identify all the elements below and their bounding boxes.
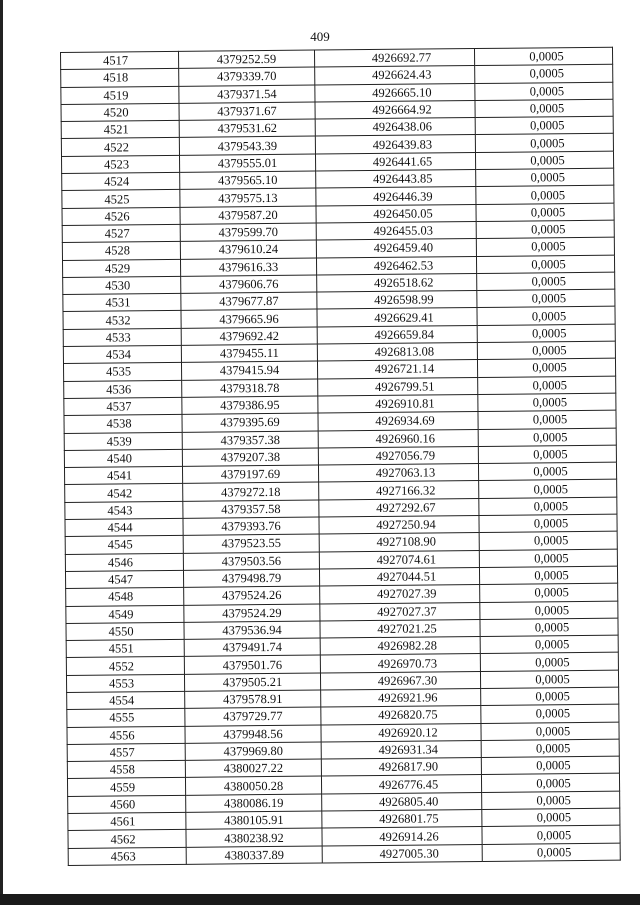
accuracy-value-cell: 0,0005 (475, 116, 613, 135)
accuracy-value-cell: 0,0005 (476, 203, 614, 222)
y-coordinate-cell: 4926801.75 (322, 810, 482, 829)
y-coordinate-cell: 4926629.41 (317, 308, 477, 327)
y-coordinate-cell: 4926441.65 (315, 152, 475, 171)
accuracy-value-cell: 0,0005 (482, 808, 620, 827)
point-number-cell: 4525 (62, 190, 180, 208)
accuracy-value-cell: 0,0005 (478, 462, 616, 481)
x-coordinate-cell: 4379505.21 (184, 673, 320, 692)
accuracy-value-cell: 0,0005 (481, 774, 619, 793)
y-coordinate-cell: 4926721.14 (317, 360, 477, 379)
accuracy-value-cell: 0,0005 (480, 601, 618, 620)
y-coordinate-cell: 4926920.12 (321, 723, 481, 742)
accuracy-value-cell: 0,0005 (479, 549, 617, 568)
y-coordinate-cell: 4927063.13 (318, 464, 478, 483)
point-number-cell: 4560 (68, 795, 186, 813)
point-number-cell: 4539 (64, 432, 182, 450)
point-number-cell: 4552 (66, 657, 184, 675)
point-number-cell: 4527 (62, 224, 180, 242)
y-coordinate-cell: 4927044.51 (319, 567, 479, 586)
y-coordinate-cell: 4926921.96 (321, 688, 481, 707)
accuracy-value-cell: 0,0005 (480, 653, 618, 672)
x-coordinate-cell: 4379565.10 (180, 171, 316, 190)
y-coordinate-cell: 4926665.10 (315, 83, 475, 102)
point-number-cell: 4556 (67, 726, 185, 744)
point-number-cell: 4555 (67, 709, 185, 727)
y-coordinate-cell: 4926799.51 (318, 377, 478, 396)
x-coordinate-cell: 4379393.76 (183, 517, 319, 536)
x-coordinate-cell: 4379677.87 (181, 292, 317, 311)
accuracy-value-cell: 0,0005 (480, 670, 618, 689)
accuracy-value-cell: 0,0005 (476, 255, 614, 274)
point-number-cell: 4557 (67, 743, 185, 761)
y-coordinate-cell: 4926692.77 (314, 49, 474, 68)
x-coordinate-cell: 4379543.39 (179, 137, 315, 156)
y-coordinate-cell: 4926960.16 (318, 429, 478, 448)
point-number-cell: 4523 (62, 155, 180, 173)
x-coordinate-cell: 4379371.54 (179, 85, 315, 104)
point-number-cell: 4541 (64, 466, 182, 484)
point-number-cell: 4532 (63, 311, 181, 329)
x-coordinate-cell: 4379318.78 (182, 379, 318, 398)
y-coordinate-cell: 4926446.39 (316, 187, 476, 206)
y-coordinate-cell: 4926455.03 (316, 221, 476, 240)
x-coordinate-cell: 4379523.55 (183, 534, 319, 553)
y-coordinate-cell: 4927027.39 (320, 585, 480, 604)
x-coordinate-cell: 4379665.96 (181, 309, 317, 328)
accuracy-value-cell: 0,0005 (481, 739, 619, 758)
y-coordinate-cell: 4926462.53 (316, 256, 476, 275)
accuracy-value-cell: 0,0005 (480, 583, 618, 602)
x-coordinate-cell: 4379339.70 (179, 67, 315, 86)
x-coordinate-cell: 4379555.01 (179, 154, 315, 173)
point-number-cell: 4562 (68, 830, 186, 848)
x-coordinate-cell: 4379536.94 (184, 621, 320, 640)
accuracy-value-cell: 0,0005 (477, 324, 615, 343)
x-coordinate-cell: 4379371.67 (179, 102, 315, 121)
x-coordinate-cell: 4379692.42 (181, 327, 317, 346)
x-coordinate-cell: 4380086.19 (186, 794, 322, 813)
x-coordinate-cell: 4379948.56 (185, 725, 321, 744)
x-coordinate-cell: 4380105.91 (186, 811, 322, 830)
y-coordinate-cell: 4926817.90 (321, 758, 481, 777)
x-coordinate-cell: 4379415.94 (181, 361, 317, 380)
accuracy-value-cell: 0,0005 (477, 341, 615, 360)
accuracy-value-cell: 0,0005 (477, 359, 615, 378)
accuracy-value-cell: 0,0005 (481, 687, 619, 706)
accuracy-value-cell: 0,0005 (474, 47, 612, 66)
y-coordinate-cell: 4926982.28 (320, 637, 480, 656)
point-number-cell: 4551 (66, 639, 184, 657)
x-coordinate-cell: 4379524.29 (184, 604, 320, 623)
y-coordinate-cell: 4926624.43 (315, 66, 475, 85)
y-coordinate-cell: 4926820.75 (321, 706, 481, 725)
accuracy-value-cell: 0,0005 (475, 151, 613, 170)
accuracy-value-cell: 0,0005 (475, 82, 613, 101)
y-coordinate-cell: 4926438.06 (315, 118, 475, 137)
point-number-cell: 4538 (64, 415, 182, 433)
accuracy-value-cell: 0,0005 (477, 289, 615, 308)
x-coordinate-cell: 4379531.62 (179, 119, 315, 138)
y-coordinate-cell: 4926459.40 (316, 239, 476, 258)
point-number-cell: 4558 (67, 761, 185, 779)
accuracy-value-cell: 0,0005 (476, 220, 614, 239)
point-number-cell: 4548 (66, 588, 184, 606)
scan-left-edge (0, 0, 3, 905)
x-coordinate-cell: 4380337.89 (186, 846, 322, 865)
y-coordinate-cell: 4926439.83 (315, 135, 475, 154)
y-coordinate-cell: 4926970.73 (320, 654, 480, 673)
y-coordinate-cell: 4926910.81 (318, 394, 478, 413)
accuracy-value-cell: 0,0005 (481, 722, 619, 741)
y-coordinate-cell: 4927166.32 (319, 481, 479, 500)
accuracy-value-cell: 0,0005 (482, 843, 620, 862)
point-number-cell: 4563 (68, 847, 186, 865)
point-number-cell: 4536 (64, 380, 182, 398)
accuracy-value-cell: 0,0005 (479, 514, 617, 533)
accuracy-value-cell: 0,0005 (482, 826, 620, 845)
y-coordinate-cell: 4926598.99 (317, 291, 477, 310)
x-coordinate-cell: 4379501.76 (184, 655, 320, 674)
point-number-cell: 4554 (67, 691, 185, 709)
point-number-cell: 4528 (62, 242, 180, 260)
point-number-cell: 4540 (64, 449, 182, 467)
y-coordinate-cell: 4926664.92 (315, 100, 475, 119)
point-number-cell: 4530 (63, 276, 181, 294)
point-number-cell: 4534 (63, 345, 181, 363)
accuracy-value-cell: 0,0005 (479, 480, 617, 499)
accuracy-value-cell: 0,0005 (480, 635, 618, 654)
scan-bottom-edge (0, 894, 640, 905)
x-coordinate-cell: 4379610.24 (180, 240, 316, 259)
x-coordinate-cell: 4379498.79 (183, 569, 319, 588)
x-coordinate-cell: 4379524.26 (184, 586, 320, 605)
x-coordinate-cell: 4379395.69 (182, 413, 318, 432)
y-coordinate-cell: 4927250.94 (319, 516, 479, 535)
accuracy-value-cell: 0,0005 (478, 376, 616, 395)
x-coordinate-cell: 4379606.76 (181, 275, 317, 294)
accuracy-value-cell: 0,0005 (478, 445, 616, 464)
point-number-cell: 4545 (65, 536, 183, 554)
x-coordinate-cell: 4380027.22 (185, 759, 321, 778)
point-number-cell: 4524 (62, 172, 180, 190)
point-number-cell: 4520 (61, 103, 179, 121)
point-number-cell: 4522 (61, 138, 179, 156)
x-coordinate-cell: 4379386.95 (182, 396, 318, 415)
y-coordinate-cell: 4926931.34 (321, 740, 481, 759)
page-number: 409 (310, 29, 330, 44)
y-coordinate-cell: 4927108.90 (319, 533, 479, 552)
accuracy-value-cell: 0,0005 (478, 410, 616, 429)
point-number-cell: 4542 (65, 484, 183, 502)
point-number-cell: 4553 (66, 674, 184, 692)
y-coordinate-cell: 4926813.08 (317, 343, 477, 362)
accuracy-value-cell: 0,0005 (475, 99, 613, 118)
accuracy-value-cell: 0,0005 (475, 64, 613, 83)
x-coordinate-cell: 4379578.91 (185, 690, 321, 709)
x-coordinate-cell: 4379969.80 (185, 742, 321, 761)
point-number-cell: 4544 (65, 518, 183, 536)
accuracy-value-cell: 0,0005 (477, 272, 615, 291)
accuracy-value-cell: 0,0005 (482, 791, 620, 810)
x-coordinate-cell: 4379491.74 (184, 638, 320, 657)
point-number-cell: 4550 (66, 622, 184, 640)
point-number-cell: 4526 (62, 207, 180, 225)
accuracy-value-cell: 0,0005 (479, 566, 617, 585)
point-number-cell: 4537 (64, 397, 182, 415)
y-coordinate-cell: 4927292.67 (319, 498, 479, 517)
accuracy-value-cell: 0,0005 (480, 618, 618, 637)
point-number-cell: 4519 (61, 86, 179, 104)
point-number-cell: 4517 (61, 51, 179, 69)
accuracy-value-cell: 0,0005 (478, 428, 616, 447)
accuracy-value-cell: 0,0005 (478, 393, 616, 412)
point-number-cell: 4546 (65, 553, 183, 571)
y-coordinate-cell: 4927056.79 (318, 446, 478, 465)
x-coordinate-cell: 4379587.20 (180, 206, 316, 225)
point-number-cell: 4549 (66, 605, 184, 623)
y-coordinate-cell: 4926967.30 (320, 671, 480, 690)
y-coordinate-cell: 4926776.45 (321, 775, 481, 794)
x-coordinate-cell: 4380238.92 (186, 828, 322, 847)
y-coordinate-cell: 4926518.62 (317, 273, 477, 292)
point-number-cell: 4518 (61, 69, 179, 87)
y-coordinate-cell: 4927074.61 (319, 550, 479, 569)
x-coordinate-cell: 4379252.59 (178, 50, 314, 69)
x-coordinate-cell: 4379729.77 (185, 707, 321, 726)
point-number-cell: 4547 (65, 570, 183, 588)
y-coordinate-cell: 4927027.37 (320, 602, 480, 621)
point-number-cell: 4533 (63, 328, 181, 346)
accuracy-value-cell: 0,0005 (477, 307, 615, 326)
y-coordinate-cell: 4926443.85 (316, 170, 476, 189)
accuracy-value-cell: 0,0005 (479, 497, 617, 516)
y-coordinate-cell: 4927005.30 (322, 844, 482, 863)
x-coordinate-cell: 4379575.13 (180, 188, 316, 207)
point-number-cell: 4521 (61, 121, 179, 139)
x-coordinate-cell: 4379357.58 (183, 500, 319, 519)
x-coordinate-cell: 4379357.38 (182, 431, 318, 450)
x-coordinate-cell: 4379207.38 (182, 448, 318, 467)
point-number-cell: 4531 (63, 294, 181, 312)
y-coordinate-cell: 4926934.69 (318, 412, 478, 431)
point-number-cell: 4561 (68, 812, 186, 830)
accuracy-value-cell: 0,0005 (479, 531, 617, 550)
point-number-cell: 4535 (63, 363, 181, 381)
accuracy-value-cell: 0,0005 (476, 237, 614, 256)
point-number-cell: 4559 (67, 778, 185, 796)
accuracy-value-cell: 0,0005 (476, 168, 614, 187)
x-coordinate-cell: 4380050.28 (185, 776, 321, 795)
accuracy-value-cell: 0,0005 (481, 704, 619, 723)
x-coordinate-cell: 4379455.11 (181, 344, 317, 363)
y-coordinate-cell: 4926805.40 (322, 792, 482, 811)
y-coordinate-cell: 4926914.26 (322, 827, 482, 846)
accuracy-value-cell: 0,0005 (476, 186, 614, 205)
point-number-cell: 4529 (62, 259, 180, 277)
x-coordinate-cell: 4379616.33 (180, 258, 316, 277)
x-coordinate-cell: 4379272.18 (183, 482, 319, 501)
x-coordinate-cell: 4379599.70 (180, 223, 316, 242)
coordinates-table (60, 47, 621, 866)
x-coordinate-cell: 4379503.56 (183, 552, 319, 571)
accuracy-value-cell: 0,0005 (475, 134, 613, 153)
y-coordinate-cell: 4926450.05 (316, 204, 476, 223)
coordinates-table-body (61, 47, 621, 865)
y-coordinate-cell: 4926659.84 (317, 325, 477, 344)
y-coordinate-cell: 4927021.25 (320, 619, 480, 638)
accuracy-value-cell: 0,0005 (481, 756, 619, 775)
x-coordinate-cell: 4379197.69 (182, 465, 318, 484)
point-number-cell: 4543 (65, 501, 183, 519)
